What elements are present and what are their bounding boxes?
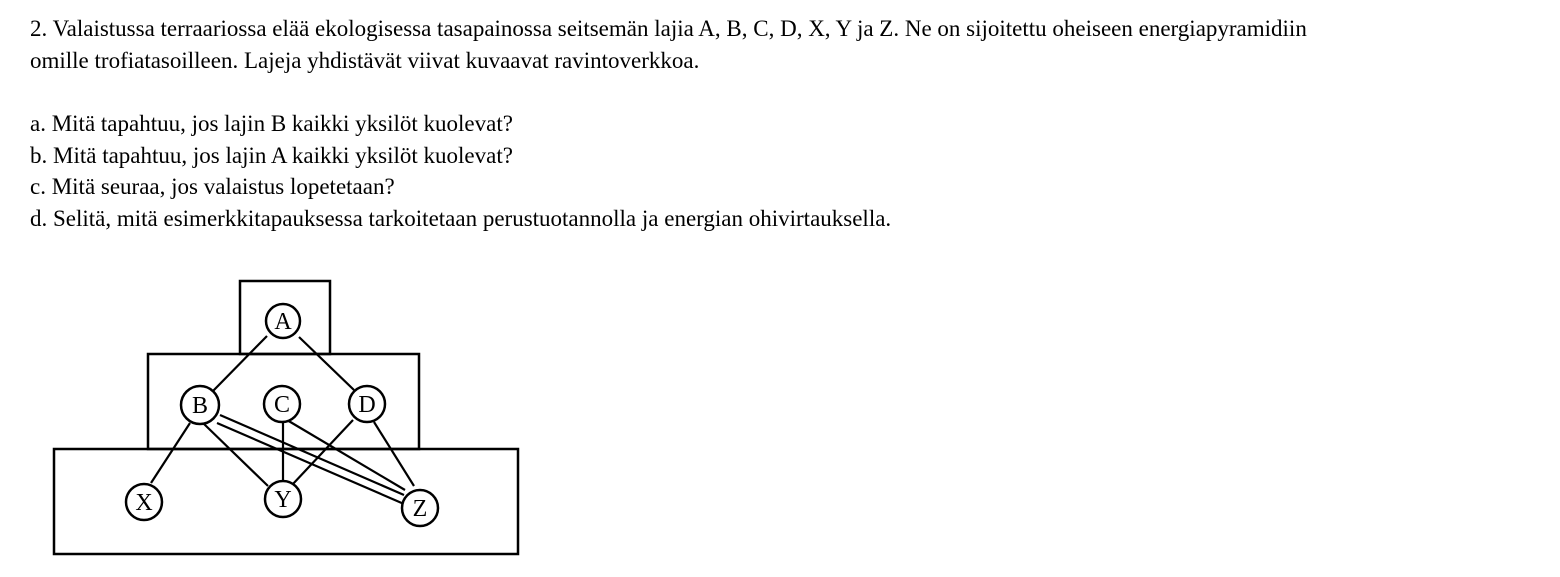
species-label-c: C [273,392,291,418]
species-label-y: Y [274,487,292,513]
link-b-x [151,423,190,483]
species-label-d: D [358,392,376,418]
link-b-y-left [204,424,268,486]
species-label-z: Z [412,496,428,522]
question-a: a. Mitä tapahtuu, jos lajin B kaikki yksilöt kuolevat? [30,111,513,136]
intro-line-2: omille trofiatasoilleen. Lajeja yhdistävät viivat kuvaavat ravintoverkkoa. [30,47,700,73]
intro-line-1: 2. Valaistussa terraariossa elää ekologisessa tasapainossa seitsemän lajia A, B, C, D, X, Y ja Z. Ne on sijoitettu oheiseen energiapyramidiin [30,16,1307,41]
question-d: d. Selitä, mitä esimerkkitapauksessa tarkoitetaan perustuotannolla ja energian ohivirtauksella. [30,205,892,231]
species-label-a: A [274,309,292,335]
question-b: b. Mitä tapahtuu, jos lajin A kaikki yksilöt kuolevat? [30,142,513,168]
question-c: c. Mitä seuraa, jos valaistus lopetetaan? [30,174,395,199]
species-label-x: X [135,490,153,516]
species-label-b: B [191,393,209,419]
link-a-d [299,337,354,390]
